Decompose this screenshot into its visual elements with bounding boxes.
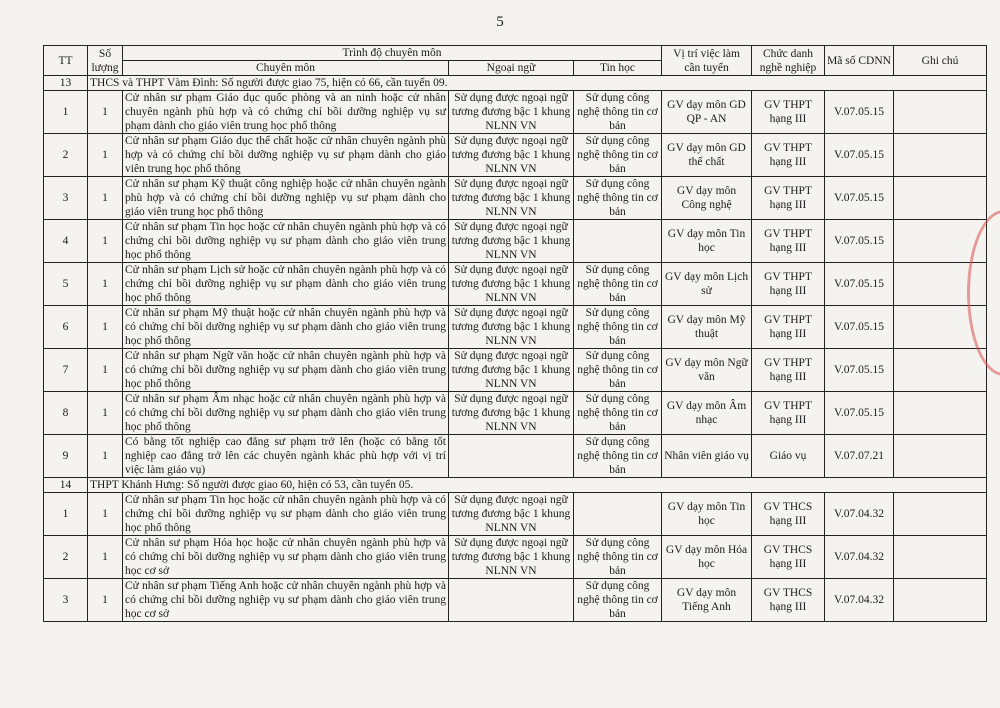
cell-ma-so: V.07.05.15 [825, 306, 894, 349]
cell-ma-so: V.07.05.15 [825, 134, 894, 177]
cell-so-luong: 1 [88, 392, 123, 435]
cell-so-luong: 1 [88, 306, 123, 349]
cell-vi-tri: GV dạy môn Tin học [662, 493, 752, 536]
page-number: 5 [496, 14, 504, 30]
table-row [44, 536, 987, 579]
cell-ma-so: V.07.05.15 [825, 392, 894, 435]
cell-vi-tri: GV dạy môn Tin học [662, 220, 752, 263]
cell-so-luong: 1 [88, 263, 123, 306]
header-trinh-do: Trình độ chuyên môn [123, 46, 662, 61]
header-chuyen-mon: Chuyên môn [123, 61, 449, 76]
cell-tin-hoc: Sử dụng công nghệ thông tin cơ bản [574, 536, 662, 579]
header-chuc-danh: Chức danh nghề nghiệp [752, 46, 825, 76]
cell-tt: 3 [44, 177, 88, 220]
section-number: 14 [44, 478, 88, 493]
cell-vi-tri: GV dạy môn Ngữ văn [662, 349, 752, 392]
header-tin-hoc: Tin học [574, 61, 662, 76]
cell-tin-hoc: Sử dụng công nghệ thông tin cơ bản [574, 177, 662, 220]
cell-ma-so: V.07.05.15 [825, 263, 894, 306]
cell-tt: 1 [44, 91, 88, 134]
cell-chuyen-mon: Cử nhân sư phạm Giáo dục quốc phòng và an ninh hoặc cử nhân chuyên ngành phù hợp và có chứng chỉ bồi dưỡng nghiệp vụ sư phạm dành cho giáo viên trung học phổ thông [123, 91, 449, 134]
cell-ma-so: V.07.04.32 [825, 493, 894, 536]
cell-chuyen-mon: Có bằng tốt nghiệp cao đẳng sư phạm trở lên (hoặc có bằng tốt nghiệp cao đẳng trở lên các chuyên ngành khác phù hợp với vị trí việc làm giáo vụ) [123, 435, 449, 478]
cell-chuyen-mon: Cử nhân sư phạm Tiếng Anh hoặc cử nhân chuyên ngành phù hợp và có chứng chỉ bồi dưỡng nghiệp vụ sư phạm dành cho giáo viên trung học cơ sở [123, 579, 449, 622]
section-title: THPT Khánh Hưng: Số người được giao 60, hiện có 53, cần tuyển 05. [88, 478, 987, 493]
cell-ma-so: V.07.05.15 [825, 349, 894, 392]
cell-tin-hoc: Sử dụng công nghệ thông tin cơ bản [574, 579, 662, 622]
cell-tin-hoc: Sử dụng công nghệ thông tin cơ bản [574, 435, 662, 478]
cell-so-luong: 1 [88, 134, 123, 177]
cell-vi-tri: Nhân viên giáo vụ [662, 435, 752, 478]
section-title: THCS và THPT Vàm Đình: Số người được giao 75, hiện có 66, cần tuyển 09. [88, 76, 987, 91]
cell-chuyen-mon: Cử nhân sư phạm Tin học hoặc cử nhân chuyên ngành phù hợp và có chứng chỉ bồi dưỡng nghiệp vụ sư phạm dành cho giáo viên trung học phổ thông [123, 493, 449, 536]
cell-tt: 8 [44, 392, 88, 435]
cell-chuc-danh: GV THPT hạng III [752, 91, 825, 134]
cell-vi-tri: GV dạy môn GD QP - AN [662, 91, 752, 134]
cell-tt: 1 [44, 493, 88, 536]
cell-ngoai-ngu: Sử dụng được ngoại ngữ tương đương bậc 1 khung NLNN VN [449, 91, 574, 134]
cell-so-luong: 1 [88, 493, 123, 536]
cell-vi-tri: GV dạy môn Âm nhạc [662, 392, 752, 435]
cell-ngoai-ngu [449, 579, 574, 622]
cell-ma-so: V.07.04.32 [825, 579, 894, 622]
cell-chuc-danh: GV THPT hạng III [752, 263, 825, 306]
cell-chuyen-mon: Cử nhân sư phạm Ngữ văn hoặc cử nhân chuyên ngành phù hợp và có chứng chỉ bồi dưỡng nghiệp vụ sư phạm dành cho giáo viên trung học phổ thông [123, 349, 449, 392]
cell-tt: 9 [44, 435, 88, 478]
cell-ngoai-ngu: Sử dụng được ngoại ngữ tương đương bậc 1 khung NLNN VN [449, 392, 574, 435]
cell-ma-so: V.07.05.15 [825, 177, 894, 220]
cell-ghi-chu [894, 435, 987, 478]
cell-chuc-danh: GV THPT hạng III [752, 306, 825, 349]
cell-so-luong: 1 [88, 435, 123, 478]
cell-ma-so: V.07.05.15 [825, 91, 894, 134]
table-row [44, 435, 987, 478]
cell-chuc-danh: GV THCS hạng III [752, 579, 825, 622]
cell-tin-hoc [574, 493, 662, 536]
cell-vi-tri: GV dạy môn Công nghệ [662, 177, 752, 220]
header-ma-so: Mã số CDNN [825, 46, 894, 76]
cell-vi-tri: GV dạy môn Mỹ thuật [662, 306, 752, 349]
cell-ma-so: V.07.04.32 [825, 536, 894, 579]
cell-ghi-chu [894, 91, 987, 134]
table-row [44, 134, 987, 177]
cell-chuyen-mon: Cử nhân sư phạm Lịch sử hoặc cử nhân chuyên ngành phù hợp và có chứng chỉ bồi dưỡng nghiệp vụ sư phạm dành cho giáo viên trung học phổ thông [123, 263, 449, 306]
cell-chuc-danh: GV THPT hạng III [752, 177, 825, 220]
table-row [44, 177, 987, 220]
cell-chuc-danh: GV THPT hạng III [752, 392, 825, 435]
cell-vi-tri: GV dạy môn Tiếng Anh [662, 579, 752, 622]
cell-so-luong: 1 [88, 349, 123, 392]
cell-vi-tri: GV dạy môn Hóa học [662, 536, 752, 579]
cell-ngoai-ngu: Sử dụng được ngoại ngữ tương đương bậc 1 khung NLNN VN [449, 493, 574, 536]
cell-tt: 2 [44, 134, 88, 177]
cell-chuyen-mon: Cử nhân sư phạm Kỹ thuật công nghiệp hoặc cử nhân chuyên ngành phù hợp và có chứng chỉ bồi dưỡng nghiệp vụ sư phạm dành cho giáo viên trung học phổ thông [123, 177, 449, 220]
cell-ghi-chu [894, 134, 987, 177]
cell-chuc-danh: GV THPT hạng III [752, 349, 825, 392]
cell-ma-so: V.07.05.15 [825, 220, 894, 263]
cell-ngoai-ngu [449, 435, 574, 478]
cell-ghi-chu [894, 349, 987, 392]
table-row [44, 220, 987, 263]
table-row [44, 263, 987, 306]
cell-ngoai-ngu: Sử dụng được ngoại ngữ tương đương bậc 1 khung NLNN VN [449, 220, 574, 263]
section-header-row [44, 76, 987, 91]
cell-ngoai-ngu: Sử dụng được ngoại ngữ tương đương bậc 1 khung NLNN VN [449, 306, 574, 349]
cell-ngoai-ngu: Sử dụng được ngoại ngữ tương đương bậc 1 khung NLNN VN [449, 177, 574, 220]
table-row [44, 579, 987, 622]
cell-ma-so: V.07.07.21 [825, 435, 894, 478]
cell-ghi-chu [894, 392, 987, 435]
table-row [44, 493, 987, 536]
cell-so-luong: 1 [88, 91, 123, 134]
cell-so-luong: 1 [88, 536, 123, 579]
cell-ghi-chu [894, 579, 987, 622]
cell-tt: 6 [44, 306, 88, 349]
table-row [44, 306, 987, 349]
cell-chuc-danh: Giáo vụ [752, 435, 825, 478]
cell-tin-hoc [574, 220, 662, 263]
cell-chuc-danh: GV THCS hạng III [752, 536, 825, 579]
cell-tin-hoc: Sử dụng công nghệ thông tin cơ bản [574, 134, 662, 177]
cell-tin-hoc: Sử dụng công nghệ thông tin cơ bản [574, 263, 662, 306]
cell-tt: 7 [44, 349, 88, 392]
cell-chuyen-mon: Cử nhân sư phạm Giáo dục thể chất hoặc cử nhân chuyên ngành phù hợp và có chứng chỉ bồi dưỡng nghiệp vụ sư phạm dành cho giáo viên trung học phổ thông [123, 134, 449, 177]
cell-ngoai-ngu: Sử dụng được ngoại ngữ tương đương bậc 1 khung NLNN VN [449, 263, 574, 306]
cell-ghi-chu [894, 493, 987, 536]
cell-chuyen-mon: Cử nhân sư phạm Hóa học hoặc cử nhân chuyên ngành phù hợp và có chứng chỉ bồi dưỡng nghiệp vụ sư phạm dành cho giáo viên trung học cơ sở [123, 536, 449, 579]
cell-vi-tri: GV dạy môn Lịch sử [662, 263, 752, 306]
recruitment-table [43, 45, 987, 622]
table-body [44, 76, 987, 622]
table-row [44, 91, 987, 134]
section-header-row [44, 478, 987, 493]
cell-tin-hoc: Sử dụng công nghệ thông tin cơ bản [574, 306, 662, 349]
header-ghi-chu: Ghi chú [894, 46, 987, 76]
cell-tt: 3 [44, 579, 88, 622]
table-row [44, 349, 987, 392]
header-so-luong: Số lượng [88, 46, 123, 76]
cell-chuyen-mon: Cử nhân sư phạm Mỹ thuật hoặc cử nhân chuyên ngành phù hợp và có chứng chỉ bồi dưỡng nghiệp vụ sư phạm dành cho giáo viên trung học phổ thông [123, 306, 449, 349]
cell-chuc-danh: GV THCS hạng III [752, 493, 825, 536]
cell-so-luong: 1 [88, 220, 123, 263]
cell-tt: 2 [44, 536, 88, 579]
cell-chuc-danh: GV THPT hạng III [752, 134, 825, 177]
table-row [44, 392, 987, 435]
cell-chuyen-mon: Cử nhân sư phạm Âm nhạc hoặc cử nhân chuyên ngành phù hợp và có chứng chỉ bồi dưỡng nghiệp vụ sư phạm dành cho giáo viên trung học phổ thông [123, 392, 449, 435]
section-number: 13 [44, 76, 88, 91]
header-tt: TT [44, 46, 88, 76]
cell-chuyen-mon: Cử nhân sư phạm Tin học hoặc cử nhân chuyên ngành phù hợp và có chứng chỉ bồi dưỡng nghiệp vụ sư phạm dành cho giáo viên trung học phổ thông [123, 220, 449, 263]
cell-ngoai-ngu: Sử dụng được ngoại ngữ tương đương bậc 1 khung NLNN VN [449, 536, 574, 579]
cell-tin-hoc: Sử dụng công nghệ thông tin cơ bản [574, 91, 662, 134]
cell-chuc-danh: GV THPT hạng III [752, 220, 825, 263]
cell-ghi-chu [894, 536, 987, 579]
header-ngoai-ngu: Ngoại ngữ [449, 61, 574, 76]
cell-ghi-chu [894, 177, 987, 220]
cell-ngoai-ngu: Sử dụng được ngoại ngữ tương đương bậc 1 khung NLNN VN [449, 349, 574, 392]
cell-so-luong: 1 [88, 177, 123, 220]
cell-tin-hoc: Sử dụng công nghệ thông tin cơ bản [574, 392, 662, 435]
cell-tt: 4 [44, 220, 88, 263]
cell-ngoai-ngu: Sử dụng được ngoại ngữ tương đương bậc 1 khung NLNN VN [449, 134, 574, 177]
header-vi-tri: Vị trí việc làm cần tuyển [662, 46, 752, 76]
cell-tt: 5 [44, 263, 88, 306]
cell-so-luong: 1 [88, 579, 123, 622]
cell-tin-hoc: Sử dụng công nghệ thông tin cơ bản [574, 349, 662, 392]
cell-vi-tri: GV dạy môn GD thể chất [662, 134, 752, 177]
